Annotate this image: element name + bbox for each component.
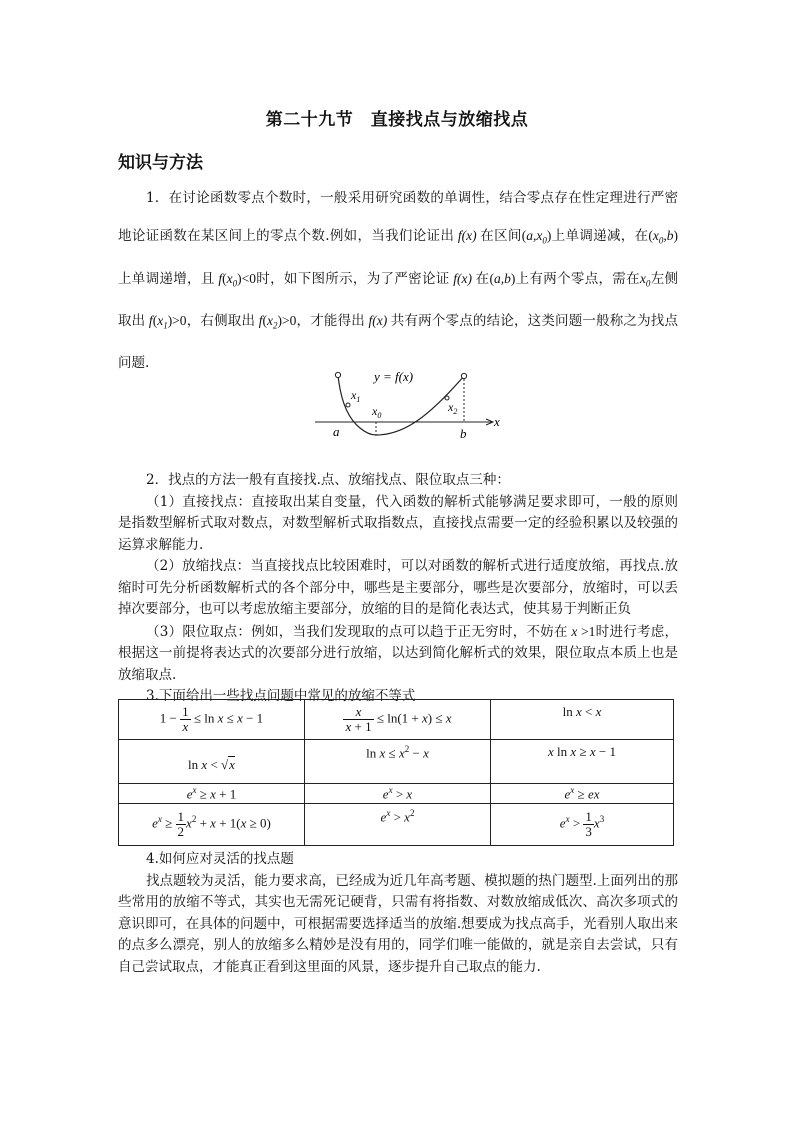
- x1-subscript: 1: [356, 395, 361, 404]
- method-limit: （3）限位取点：例如，当我们发现取的点可以趋于正无穷时，不妨在 x >1时进行考虑，根据这一前提将表达式的次要部分进行放缩，以达到简化解析式的效果，限位取点本质上也是放缩取点.: [118, 623, 679, 683]
- svg-text:x0: [371, 404, 381, 420]
- table-cell: $e^x$ ≥ ex: [491, 784, 674, 804]
- methods-intro: 2．找点的方法一般有直接找.点、放缩找点、限位取点三种：: [146, 472, 510, 488]
- table-cell: ln x < x: [491, 700, 674, 740]
- flexible-problems-section: [118, 849, 678, 978]
- table-cell: $\frac{x}{x + 1}$ ≤ ln(1 + x) ≤ x: [305, 700, 491, 740]
- flexible-problems-body: 找点题较为灵活，能力要求高，已经成为近几年高考题、模拟题的热门题型.上面列出的那些常用的放缩不等式，其实也无需死记硬背，只需有将指数、对数放缩成低次、高次多项式的意识即可，在具体的问题中，可根据需要选择适当的放缩.想要成为找点高手，光看别人取出来的点多么漂亮，别人的放缩多么精妙是没有用的，同学们唯一能做的，就是亲自去尝试，只有自己尝试取点，才能真正看到这里面的风景，逐步提升自己取点的能力.: [118, 872, 678, 975]
- x1-label: x: [351, 388, 357, 402]
- subsection-heading: 4.如何应对灵活的找点题: [146, 851, 294, 867]
- svg-text:x1: [350, 388, 360, 404]
- table-row: [119, 804, 674, 846]
- table-row: [119, 784, 674, 804]
- a-label: a: [333, 424, 340, 439]
- curve-label: y = f(x): [374, 369, 414, 384]
- x0-label: x: [372, 404, 378, 418]
- svg-text:x2: [447, 400, 457, 416]
- table-intro: 3.下面给出一些找点问题中常见的放缩不等式: [146, 688, 416, 704]
- table-row: [119, 700, 674, 740]
- point-x1-marker: [346, 403, 350, 407]
- table-cell: $e^x$ > $\frac{1}{3}$ $x^3$: [491, 804, 674, 846]
- endpoint-b-marker: [461, 373, 466, 378]
- method-scaling: （2）放缩找点：当直接找点比较困难时，可以对函数的解析式进行适度放缩，再找点.放缩时可先分析函数解析式的各个部分中，哪些是主要部分，哪些是次要部分，放缩时，可以丢掉次要部分，也可以考虑放缩主要部分，放缩的目的是简化表达式，使其易于判断正负: [118, 558, 678, 617]
- x2-label: x: [448, 400, 454, 414]
- paragraph-zero-point-discussion: 1．在讨论函数零点个数时，一般采用研究函数的单调性，结合零点存在性定理进行严密地论证函数在某区间上的零点个数.例如，当我们论证出 f(x) 在区间$(a,x_0)$上单调递减，在$(x_0,b)$上单调递增，且 $f(x_0)<0$时，如下图所示，为了严密论证 f(x) 在(a,b)上有两个零点，需在$x_0$左侧取出 $f(x_1)>0$，右侧取出 $f(x_2)>0$，才能得出 f(x) 共有两个零点的结论，这类问题一般称之为找点问题.: [118, 190, 679, 372]
- x0-subscript: 0: [377, 411, 382, 420]
- table-cell: $e^x \ge x + 1$: [119, 784, 305, 804]
- x2-subscript: 2: [453, 407, 458, 416]
- table-cell: x ln x ≥ x − 1: [491, 740, 674, 784]
- method-direct: （1）直接找点：直接取出某自变量，代入函数的解析式能够满足要求即可，一般的原则是指数型解析式取对数点，对数型解析式取指数点，直接找点需要一定的经验积累以及较强的运算求解能力.: [118, 493, 678, 553]
- b-label: b: [460, 426, 467, 441]
- table-cell: $e^x$ ≥ $\frac{1}{2}$ $x^2 + x + 1(x \ge 0)$: [119, 804, 305, 846]
- methods-section: [118, 470, 678, 708]
- section-heading: 知识与方法: [118, 153, 203, 173]
- function-graph-figure: [310, 365, 510, 455]
- x-axis-label: x: [494, 414, 500, 429]
- table-cell: 1 − $\frac{1}{x}$ ≤ ln x ≤ x − 1: [119, 700, 305, 740]
- function-curve: [338, 375, 464, 435]
- table-cell: $\ln x \le x^2 - x$: [305, 740, 491, 784]
- page-title: 第二十九节 直接找点与放缩找点: [265, 110, 529, 130]
- table-cell: $e^x > x^2$: [305, 804, 491, 846]
- table-cell: ln x < √x: [119, 740, 305, 784]
- table-cell: $e^x > x$: [305, 784, 491, 804]
- inequality-table: [118, 699, 674, 846]
- table-row: [119, 740, 674, 784]
- endpoint-a-marker: [335, 372, 340, 377]
